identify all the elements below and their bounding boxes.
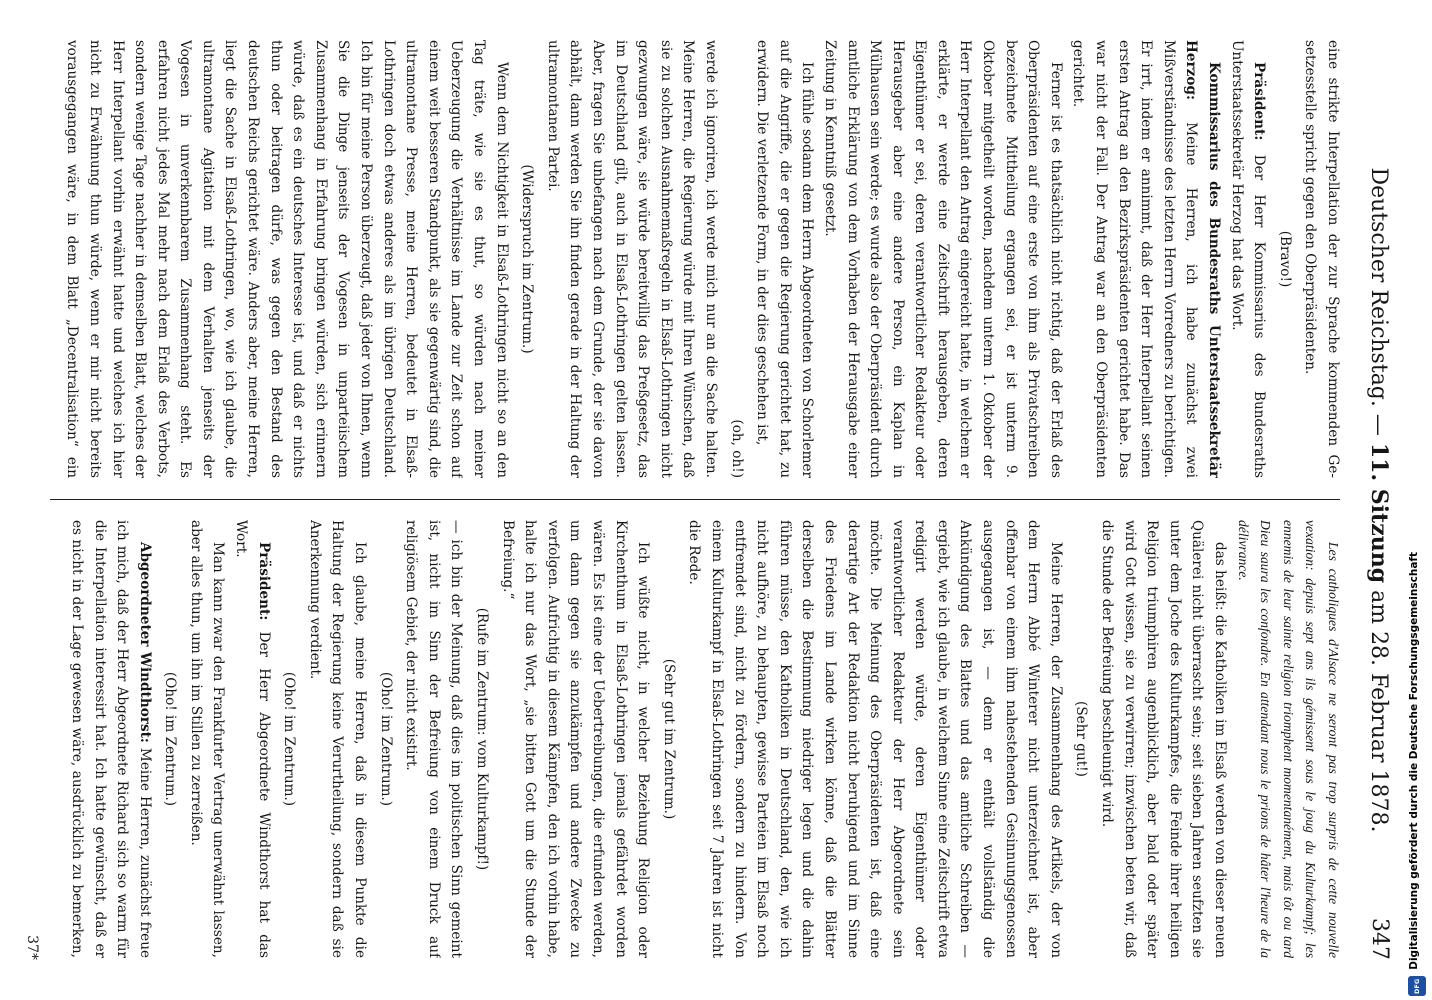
page-number: 347 xyxy=(1367,918,1392,960)
header-left: Deutscher Reichstag. — xyxy=(1366,167,1391,436)
paragraph xyxy=(400,520,468,958)
paragraph xyxy=(1095,520,1231,958)
stage-direction xyxy=(159,520,182,958)
paragraph-text: Der Herr Kommissarius des Bundesraths Unterstaatssekretär Herzog hat das Wort. xyxy=(1228,40,1268,478)
paragraph-text: Ich glaube, meine Herren, daß in diesem Punkte die Haltung der Regierung keine Verurtheilung, sondern daß sie Anerkennung verdient. xyxy=(306,520,369,958)
stage-direction xyxy=(278,520,301,958)
paragraph-text: Der Herr Abgeordnete Windthorst hat das Wort. xyxy=(233,520,272,958)
paragraph xyxy=(64,40,513,478)
paragraph-text: Wenn dem Nichtigkeit in Elsaß-Lothringen nicht so an den Tag träte, wie sie es thut, so würden nach meiner Ueberzeugung die Verhältnisse im Lande zur Zeit schon auf einem weit besseren Standpunkt, als sie gegenwärtig sind, die ultramontane Presse, meine Herren, bedeutet in Elsaß-Lothringen doch etwas anderes als im übrigen Deutschland. Ich bin für meine Person überzeugt, daß jeder von Ihnen, wenn Sie die Dinge jenseits der Vogesen in unparteiischem Zusammenhang in Erfahrung bringen würden, sich erinnern würde, daß es ein deutsches Interesse ist, und daß er nichts thun oder beitragen dürfe, was gegen den Bestand des deutschen Reichs gerichtet wäre. Anders aber, meine Herren, liegt die Sache in Elsaß-Lothringen, wo, wie ich glaube, die ultramontane Agitation mit dem Verhalten jenseits der Vogesen in unverkennbarem Zusammenhang steht. Es erfahren nicht jedes Mal mehr nach dem Erlaß des Verbots, sondern wenige Tage nachher in demselben Blatt, welches der Herr Interpellant vorhin erwähnt hatte und welches ich hier nicht zu Erwähnung thun würde, wenn er mir nicht bereits vorausgegangen wäre, in dem Blatt „Decentralisation“ ein xyxy=(64,40,510,478)
paragraph xyxy=(1067,40,1225,478)
paragraph xyxy=(230,520,275,958)
paragraph-text: Ich fühle sodann dem Herrn Abgeordneten von Schorlemer auf die Angriffe, die er gegen die Regierung gerichtet hat, zu erwidern. Die verletzende Form, in der dies geschehen ist, xyxy=(754,40,816,478)
stage-direction xyxy=(1273,40,1296,478)
paragraph-text: werde ich ignoriren, ich werde mich nur an die Sache halten. Meine Herren, die Regierung würde mit Ihren Wünschen, daß sie zu solchen Ausnahmemaßregeln in Elsaß-Lothringen nicht gezwungen wäre, sie würde bereitwillig das Preßgesetz, das im Deutschland gilt, auch in Elsaß-Lothringen gelten lassen. Aber, fragen Sie unbefangen nach dem Grunde, der sie davon abhält, dann werden Sie ihn finden gerade in der Haltung der ultramontanen Partei. xyxy=(544,40,719,478)
paragraph xyxy=(1231,520,1344,958)
stage-direction xyxy=(1070,520,1093,958)
paragraph-text: (Bravo!) xyxy=(1276,230,1293,288)
column-divider xyxy=(50,499,1340,500)
paragraph-text: Meine Herren, zunächst freue ich mich, daß der Herr Abgeordnete Richard sich so warm für die Interpellation interessirt hat. Ich hatte gewünscht, daß er es nicht in der Lage gewesen wäre, ausdrücklich zu bemerken, xyxy=(68,520,153,958)
speaker-name: Abgeordneter Windthorst: xyxy=(136,542,153,743)
speaker-name: Präsident: xyxy=(255,542,272,621)
signature-mark: 37* xyxy=(24,935,40,960)
paragraph-text: Ferner ist es thatsächlich nicht richtig, daß der Erlaß des Oberpräsidenten auf eine erste von ihm als Privatschreiben bezeichnete Mittheilung ergangen sei, er ist unterm 9. Oktober mitgetheilt worden, nachdem unterm 1. Oktober der Herr Interpellant den Antrag eingereicht hatte, in welchem er erklärte, er werde eine Zeitschrift herausgeben, deren Eigenthümer er sei, deren verantwortlicher Redakteur oder Herausgeber aber eine andere Person, ein Kaplan in Mülhausen sein werde; es wurde also der Oberpräsident durch amtliche Erklärung von dem Vorhaben der Herausgabe einer Zeitung in Kenntniß gesetzt. xyxy=(821,40,1064,478)
paragraph-text: Les catholiques d'Alsace ne seront pas trop surpris de cette nouvelle vexation: depuis sept ans ils gémissent sous le joug du Kulturkampf; les ennemis de leur sainte religion triomphent momentanément, mais tôt ou tard Dieu saura les confondre. En attendant nous le prions de hâter l'heure de la délivrance. xyxy=(1235,520,1341,958)
paragraph-text: (Sehr gut im Zentrum.) xyxy=(660,658,677,820)
stage-direction xyxy=(725,40,748,478)
paragraph-text: Meine Herren, ich habe zunächst zwei Mißverständnisse des letzten Herrn Vorredners zu berichtigen. Er irrt, indem er annimmt, daß der Herr Interpellant seinen ersten Antrag an den Bezirkspräsidenten gerichtet habe. Das war nicht der Fall. Der Antrag war an den Oberpräsidenten gerichtet. xyxy=(1070,40,1200,478)
paragraph-text: (Widerspruch im Zentrum.) xyxy=(519,164,536,354)
header-sitzung: 11. Sitzung xyxy=(1366,442,1392,584)
funding-credit: Digitalisierung gefördert durch die Deutsche Forschungsgemeinschaft xyxy=(1408,552,1420,970)
running-header xyxy=(1354,40,1396,960)
paragraph-text: Ich wüßte nicht, in welcher Beziehung Religion oder Kirchenthum in Elsaß-Lothringen jemals gefährdet worden wären. Es ist eine der Uebertreibungen, die erfunden werden, um dann gegen sie anzukämpfen und andere Zwecke zu verfolgen. Aufrichtig in diesem Kämpfen, den ich vorhin habe, halte ich nur das Wort, „sie bitten Gott um die Stunde der Befreiung.“ xyxy=(499,520,652,958)
stage-direction xyxy=(374,520,397,958)
paragraph-text: — ich bin der Meinung, daß dies im politischen Sinn gemeint ist, nicht im Sinn der Befreiung von einem Druck auf religiösem Gebiet, der nicht existirt. xyxy=(403,520,465,958)
paragraph xyxy=(496,520,654,958)
paragraph-text: das heißt: die Katholiken im Elsaß werden von dieser neuen Quälerei nicht überrascht sein; seit sieben Jahren seufzten sie unter dem Joche des Kulturkampfes, die Feinde ihrer heiligen Religion triumphiren augenblicklich, aber bald oder später wird Gott wissen, sie zu verwirren; inzwischen beten wir, daß die Stunde der Befreiung beschleunigt wird. xyxy=(1099,520,1229,958)
speaker-name: Kommissarius des Bundesraths Unterstaatssekretär Herzog: xyxy=(1183,40,1223,478)
header-date: am 28. Februar 1878. xyxy=(1366,590,1391,833)
paragraph-text: (Rufe im Zentrum: vom Kulturkampf!) xyxy=(474,607,491,871)
paragraph-text: Man kann zwar den Frankfurter Vertrag unerwähnt lassen, aber alles thun, um ihn im Stillen zu zerreißen. xyxy=(187,520,227,958)
paragraph xyxy=(751,40,819,478)
paragraph-text: (Oho! im Zentrum.) xyxy=(377,671,394,807)
paragraph xyxy=(541,40,722,478)
paragraph xyxy=(64,520,156,958)
paragraph xyxy=(184,520,229,958)
paragraph xyxy=(683,520,1067,958)
paragraph-text: (oh, oh!) xyxy=(728,419,745,478)
paragraph-text: Meine Herren, der Zusammenhang des Artikels, der von dem Herrn Abbé Winterer nicht unterzeichnet ist, aber offenbar von einem ihm nahestehenden Gesinnungsgenossen ausgegangen ist, — denn er enthält vollständig die Ankündigung des Blattes und das amtliche Schreiben — ergiebt, wie ich glaube, in welchem Sinne eine Zeitschrift etwa redigirt werden würde, deren Eigenthümer oder verantwortlicher Redakteur der Herr Abgeordnete sein möchte. Die Meinung des Oberpräsidenten ist, daß eine derartige Art der Redaktion nicht beruhigend und im Sinne des Friedens im Lande wirken könne, daß die Blätter derselben die Bestimmung niedriger legen und die dahin führen müsse, den Katholiken in Deutschland, den, wie ich nicht aufhöre, zu behaupten, gewisse Parteien im Elsaß noch entfremdet sind, nicht zu fördern, sondern zu hindern. Von einem Kulturkampf in Elsaß-Lothringen seit 7 Jahren ist nicht die Rede. xyxy=(686,520,1064,958)
paragraph-text: (Oho! im Zentrum.) xyxy=(281,671,298,807)
stage-direction xyxy=(470,520,493,958)
paragraph-text: (Oho! im Zentrum.) xyxy=(162,671,179,807)
stage-direction xyxy=(516,40,539,478)
speaker-name: Präsident: xyxy=(1251,62,1268,141)
text-column-right xyxy=(64,520,1344,958)
stage-direction xyxy=(657,520,680,958)
digitization-footer xyxy=(1404,0,1432,1000)
paragraph xyxy=(1225,40,1270,478)
header-title xyxy=(1366,40,1392,960)
paragraph xyxy=(818,40,1067,478)
paragraph xyxy=(1299,40,1344,478)
paragraph-text: (Sehr gut!) xyxy=(1073,701,1090,777)
dfg-logo-icon: DFG xyxy=(1408,976,1426,996)
text-column-left xyxy=(64,40,1344,478)
paragraph xyxy=(303,520,371,958)
paragraph-text: eine strikte Interpellation der zur Sprache kommenden Ge-setzesstelle spricht gegen den Oberpräsidenten. xyxy=(1302,40,1341,478)
